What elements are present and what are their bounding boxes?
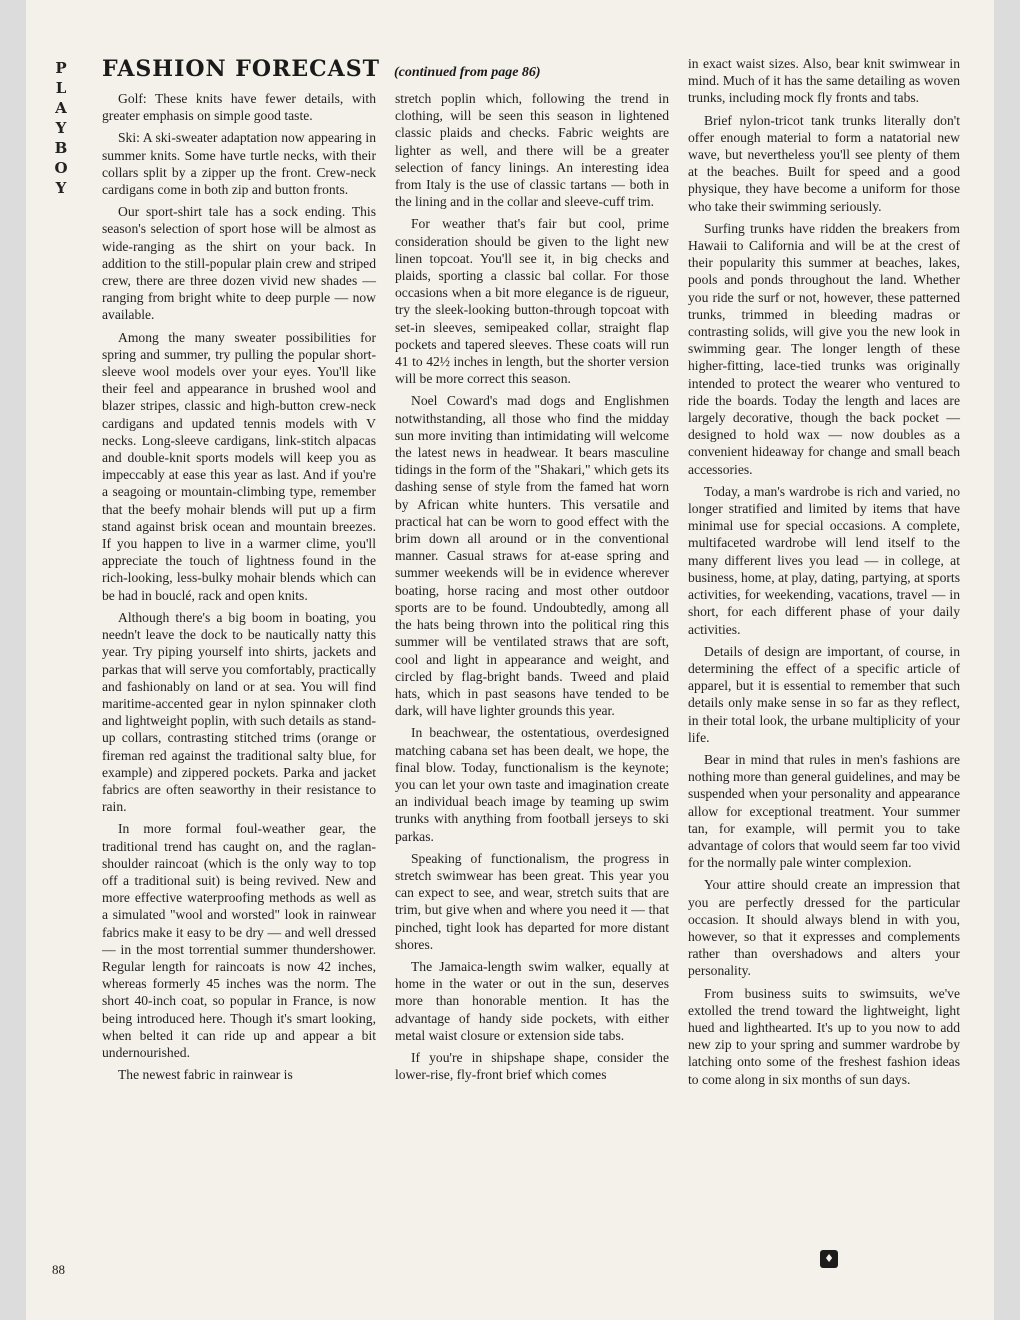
masthead-letter: Y [55,119,67,137]
paragraph: Bear in mind that rules in men's fashions are nothing more than general guidelines, and may be suspended when your personality and appearance allow for exceptional treatment. Your summer tan, for example, will permit you to take advantage of colors that would seem far too vivid for the normally pale winter complexion. [688,751,960,871]
headline-continued: (continued from page 86) [393,65,541,80]
masthead-vertical [50,58,72,198]
paragraph: In beachwear, the ostentatious, overdesigned matching cabana set has been dealt, we hope, the final blow. Today, functionalism is the keynote; you can let your own taste and imagination create an individual beach image by teaming up swim trunks with anything from football jerseys to ski parkas. [395,725,669,844]
article-headline [102,56,541,82]
paragraph: In more formal foul-weather gear, the traditional trend has caught on, and the raglan-shoulder raincoat (which is the only way to top off a traditional suit) is being revived. New and more effective waterproofing methods as well as a simulated "wool and worsted" look in rainwear fabrics make it easy to be dry — and well dressed — in the most torrential summer thundershower. Regular length for raincoats is now 42 inches, whereas formerly 45 inches was the norm. The short 40-inch coat, so popular in France, is now being introduced here. Though it's smart looking, when belted it can ride up and appear a bit undernourished. [102,821,376,1060]
paragraph: Golf: These knits have fewer details, with greater emphasis on simple good taste. [102,91,376,124]
paragraph: The Jamaica-length swim walker, equally at home in the water or out in the sun, deserves more than honorable mention. It has the advantage of handy side pockets, with either metal waist closure or extension side tabs. [395,958,669,1043]
masthead-letter: O [54,159,68,177]
masthead-letter: Y [55,179,67,197]
paragraph: Speaking of functionalism, the progress in stretch swimwear has been great. This year you can expect to see, and wear, stretch suits that are trim, but give when and where you need it — that pinched, tight look has departed for more distant shores. [395,850,669,952]
paragraph: in exact waist sizes. Also, bear knit swimwear in mind. Much of it has the same detailing as woven trunks, including mock fly fronts and tabs. [688,56,960,106]
masthead-letter: L [55,79,67,97]
paragraph: Details of design are important, of course, in determining the effect of a specific article of apparel, but it is essential to remember that such details only make sense in so far as they reflect, in their total look, the urbane multiplicity of your life. [688,643,960,745]
text-column-1 [102,90,376,1088]
paragraph: Ski: A ski-sweater adaptation now appearing in summer knits. Some have turtle necks, with their collars split by a zipper up the front. Crew-neck cardigans come in both zip and button fronts. [102,130,376,198]
paragraph: Our sport-shirt tale has a sock ending. This season's selection of sport hose will be almost as wide-ranging as the shirt on your back. In addition to the still-popular plain crew and striped crew, there are three dozen vivid new shades — ranging from bright white to deep purple — now available. [102,204,376,323]
paragraph: For weather that's fair but cool, prime consideration should be given to the light new linen topcoat. You'll see it, in big checks and plaids, sporting a classic bal collar. For those occasions when a bit more elegance is de rigueur, try the sleek-looking button-through topcoat with set-in sleeves, semipeaked collar, straight flap pockets and tapered sleeves. These coats will run 41 to 42½ inches in length, but the shorter version will be more correct this season. [395,216,669,387]
paragraph: Brief nylon-tricot tank trunks literally don't offer enough material to form a natatorial new wave, but nevertheless you'll see plenty of them at the beaches. Built for speed and a good physique, they have become a uniform for those who take their swimming seriously. [688,112,960,214]
text-column-2 [395,90,669,1088]
paragraph: Among the many sweater possibilities for spring and summer, try pulling the popular short-sleeve wool models over your eyes. You'll like their feel and appearance in brushed wool and blazer stripes, classic and high-button crew-neck cardigans and updated tennis models with V necks. Long-sleeve cardigans, link-stitch alpacas and double-knit sports models will keep you as impeccably at ease this year as last. And if you're a seagoing or mountain-climbing type, remember that the beefy mohair blends will put up a firm stand against brisk ocean and mountain breezes. If you happen to live in a warmer clime, you'll appreciate the touch of lightness found in the rich-looking, less-bulky mohair blends which can be had in bouclé, rack and open knits. [102,329,376,603]
paragraph: Surfing trunks have ridden the breakers from Hawaii to California and will be at the crest of their popularity this summer at beaches, lakes, pools and ponds throughout the land. Whether you ride the surf or not, however, these patterned trunks, trimmed in bleeding madras or contrasting solids, will give you the new look in swimming gear. The longer length of these higher-fitting, lace-tied trunks was originally intended to protect the wearer who ventured to ride the boards. Today the length and laces are largely decorative, though the back pocket — designed to hold wax — now doubles as a convenient hideaway for change and small beach accessories. [688,220,960,477]
paragraph: Although there's a big boom in boating, you needn't leave the dock to be nautically natty this year. Try piping yourself into shirts, jackets and parkas that will serve you comfortably, practically and fashionably on land or at sea. You will find maritime-accented gear in nylon spinnaker cloth and lightweight poplin, with such details as stand-up collars, contrasting stitched trims (orange or fireman red against the traditional salty blue, for example) and zippered pockets. Parka and jacket fabrics are often seaworthy in their resistance to rain. [102,609,376,815]
paragraph: If you're in shipshape shape, consider the lower-rise, fly-front brief which comes [395,1049,669,1083]
masthead-letter: P [55,59,67,77]
paragraph: From business suits to swimsuits, we've extolled the trend toward the lightweight, light hued and lighthearted. It's up to you now to add new zip to your spring and summer wardrobe by latching onto some of the freshest fashion ideas to come along in six months of sun days. [688,985,960,1087]
page-number: 88 [52,1262,65,1277]
paragraph: Noel Coward's mad dogs and Englishmen notwithstanding, all those who find the midday sun more inviting than intimidating will welcome the latest news in headwear. It bears masculine tidings in the form of the "Shakari," which gets its dashing sense of style from the famed hat worn by African white hunters. This versatile and practical hat can be worn to good effect with the brim down all around or in the conventional manner. Casual straws for at-ease spring and summer weekends will be in evidence wherever boating, horse racing and most other outdoor sports are to be found. Undoubtedly, among all the hats being thrown into the political ring this summer will be ventilated straws that are soft, cool and light in appearance and weight, and circled by flag-bright bands. Tweed and plaid hats, which in past seasons have tended to be dark, will have lighter grounds this year. [395,393,669,719]
paragraph: Today, a man's wardrobe is rich and varied, no longer stratified and limited by items that have minimal use for special occasions. A complete, multifaceted wardrobe will lend itself to the many different lives you lead — in college, at business, home, at play, dating, partying, at sports activities, for weekending, vacations, travel — in short, for each different phase of your daily activities. [688,483,960,637]
paragraph: The newest fabric in rainwear is [118,1067,293,1083]
bunny-logo-icon: ♦ [820,1250,838,1268]
headline-title: FASHION FORECAST [102,56,380,82]
paragraph: Your attire should create an impression that you are perfectly dressed for the particular occasion. It should always blend in with you, however, so that it expresses and complements rather than overshadows and alters your personality. [688,877,960,979]
masthead-letter: A [55,99,67,117]
text-column-3 [688,55,960,1093]
paragraph: stretch poplin which, following the trend in clothing, will be seen this season in lightened classic plaids and checks. Fabric weights are lighter as well, and there will be a greater selection of fancy linings. An interesting idea from Italy is the use of classic tartans — both in the lining and in the collar and sleeve-cuff trim. [395,91,669,210]
masthead-letter: B [54,139,68,157]
